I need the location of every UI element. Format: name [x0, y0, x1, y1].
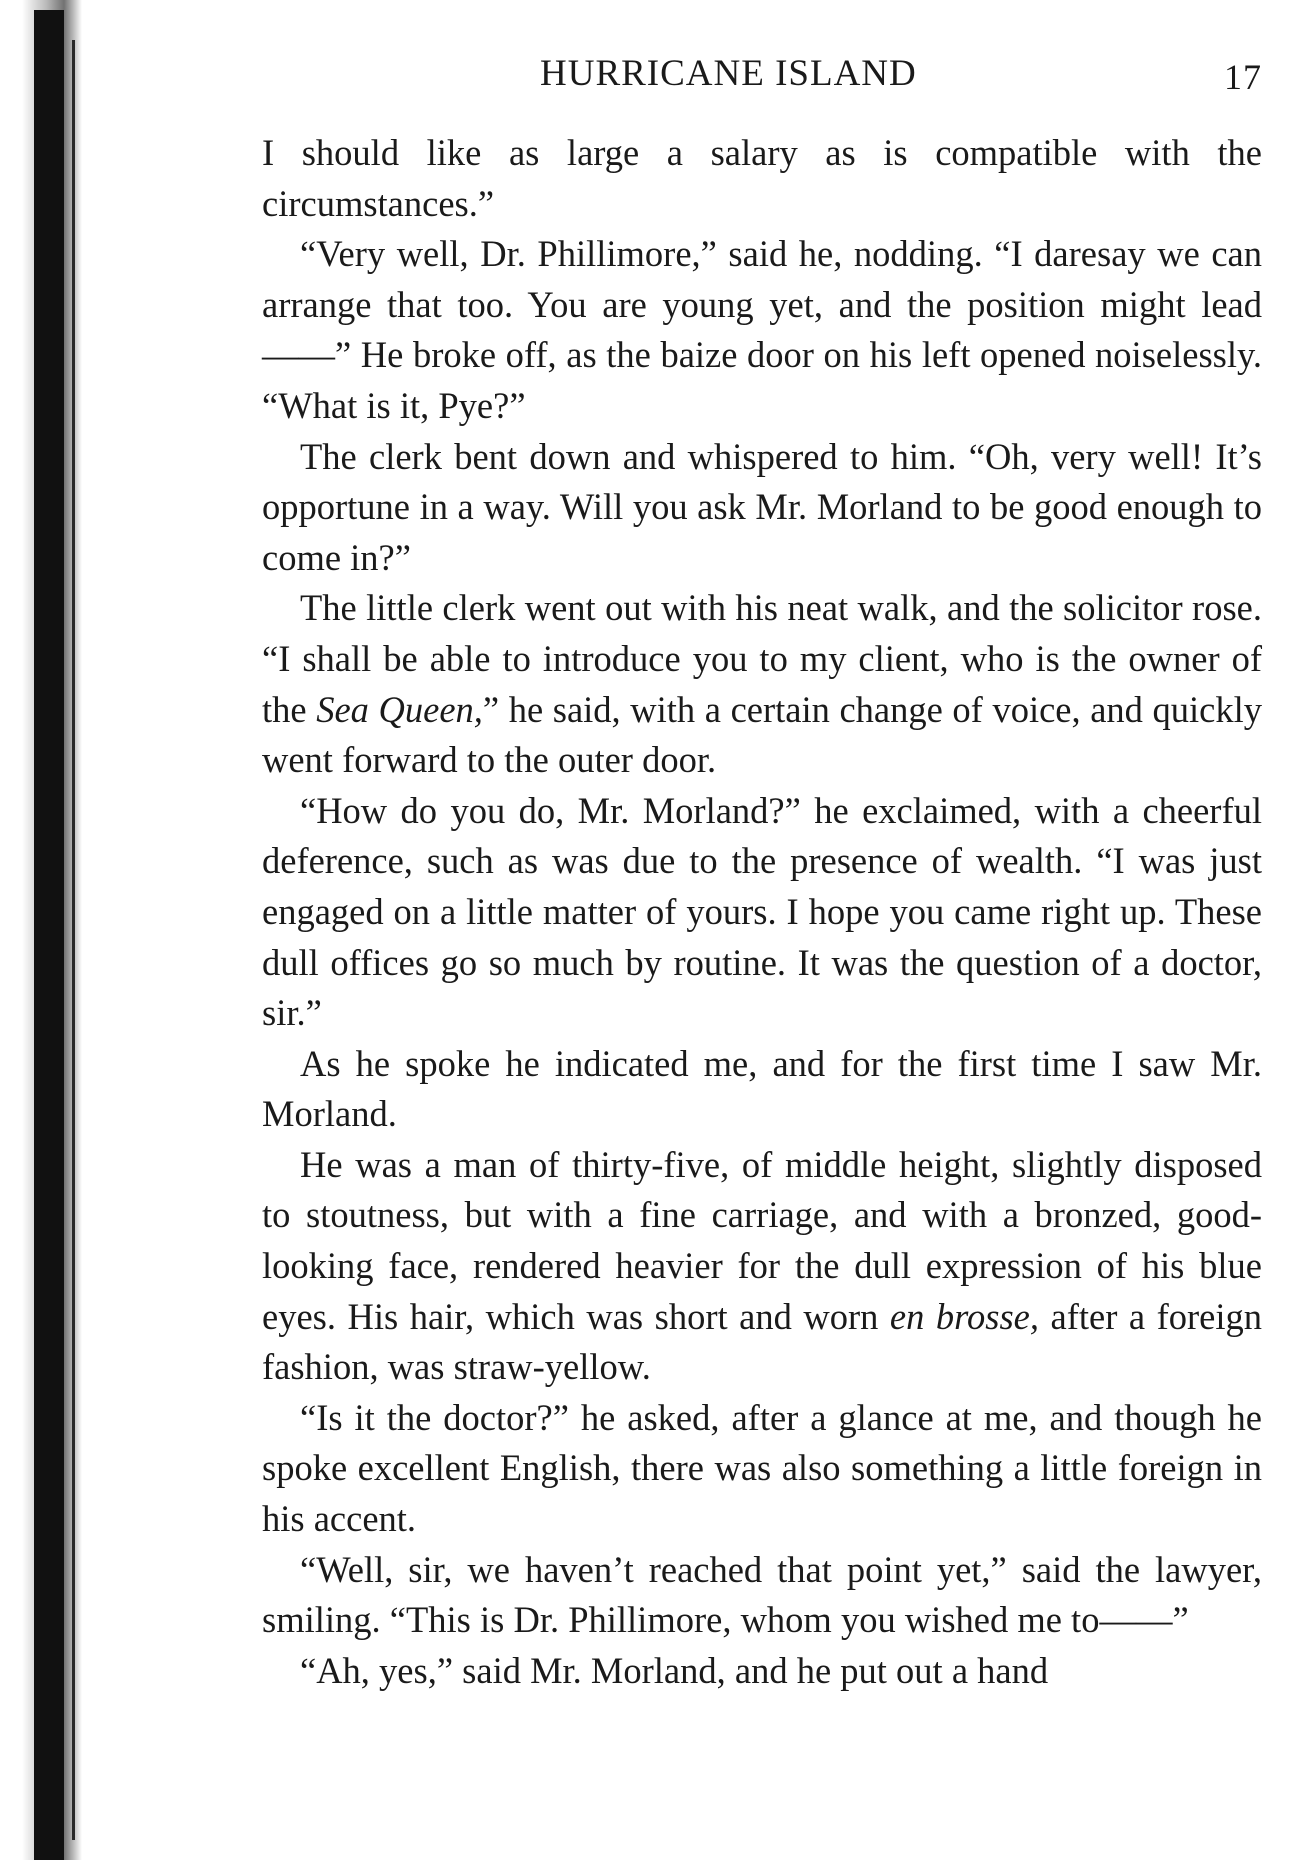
paragraph-text: The little clerk went out with his neat walk, and the solicitor rose. “I shall be able to introduce you to my client, who is the owner of the: [262, 587, 1262, 730]
paragraph: “Is it the doctor?” he asked, after a glance at me, and though he spoke excellent English, there was also something a little foreign in his accent.: [262, 1396, 1262, 1540]
paragraph: “Very well, Dr. Phillimore,” said he, nodding. “I daresay we can arrange that too. You are young yet, and the position might lead——” He broke off, as the baize door on his left opened noiselessly. “What is it, Pye?”: [262, 233, 1262, 426]
paragraph: “Ah, yes,” said Mr. Morland, and he put out a hand: [300, 1649, 1049, 1691]
running-title: HURRICANE ISLAND: [540, 53, 917, 94]
page-number: 17: [1224, 57, 1262, 97]
foreign-phrase-italic: en brosse,: [889, 1295, 1039, 1337]
ship-name-italic: Sea Queen,: [316, 688, 483, 730]
paragraph: [262, 583, 1262, 785]
paragraph: “Well, sir, we haven’t reached that point yet,” said the lawyer, smiling. “This is Dr. Phillimore, whom you wished me to——”: [262, 1548, 1262, 1641]
paragraph: As he spoke he indicated me, and for the first time I saw Mr. Morland.: [262, 1042, 1262, 1135]
paragraph-text: after a foreign fashion, was straw-yellow.: [262, 1295, 1262, 1388]
body-text: [262, 128, 1262, 1696]
page-edge-line: [72, 40, 75, 1840]
book-page: [262, 48, 1262, 1696]
paragraph: “How do you do, Mr. Morland?” he exclaimed, with a cheerful deference, such as was due to the presence of wealth. “I was just engaged on a little matter of yours. I hope you came right up. These dull offices go so much by routine. It was the question of a doctor, sir.”: [262, 789, 1262, 1034]
paragraph: The clerk bent down and whispered to him. “Oh, very well! It’s opportune in a way. Will you ask Mr. Morland to be good enough to come in?”: [262, 435, 1262, 578]
paragraph-continued: I should like as large a salary as is compatible with the circumstances.”: [262, 132, 1262, 224]
paragraph-text: He was a man of thirty-five, of middle height, slightly disposed to stoutness, but with a fine carriage, and with a bronzed, good-looking face, rendered heavier for the dull expression of his blue eyes. His hair, which was short and worn: [262, 1143, 1262, 1337]
book-gutter-shadow: [0, 0, 90, 1860]
book-binding-edge: [34, 10, 64, 1860]
paragraph-text: ” he said, with a certain change of voice, and quickly went forward to the outer door.: [262, 688, 1263, 781]
paragraph: [262, 1140, 1262, 1393]
page-header: [262, 48, 1262, 104]
